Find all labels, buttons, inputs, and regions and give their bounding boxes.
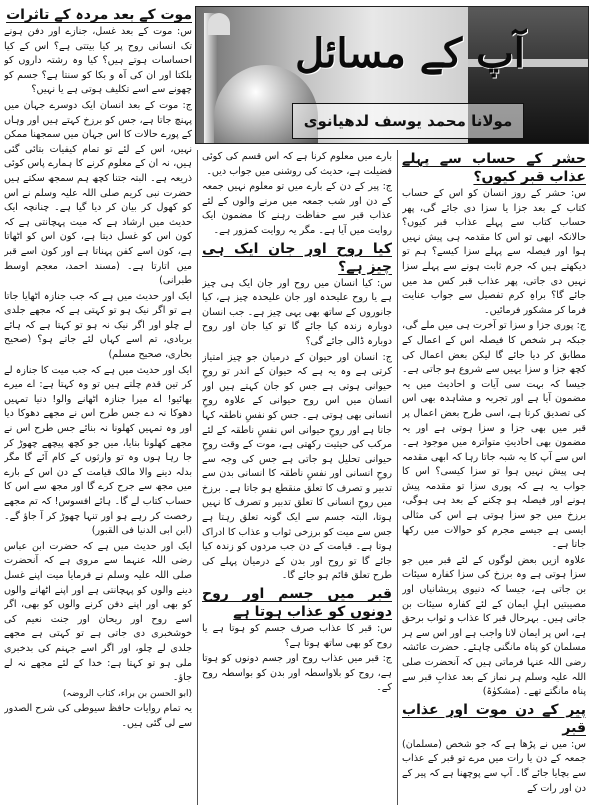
question-heading: پیر کے دن موت اور عذاب قبر (402, 701, 586, 736)
question-heading: حشر کے حساب سے پہلے عذاب قبر کیوں؟ (402, 151, 586, 185)
question-text: بارے میں معلوم کرنا ہے کہ اس قسم کی کوئی فضیلت ہے، حدیث کی روشنی میں جواب دیں۔ (202, 151, 392, 177)
question-heading: کیا روح اور جان ایک ہی چیز ہے؟ (202, 240, 392, 275)
answer-text: ج: پیر کے دن کے بارے میں تو معلوم نہیں جمعہ کے دن اور شب جمعہ میں مرنے والوں کے لئے عذاب قبر سے حفاظت رہنے کا مضمون ایک روایت میں آیا ہے۔ مگر یہ روایت کمزور ہے۔ (202, 181, 392, 236)
column-divider (397, 150, 398, 805)
article-column-left (4, 6, 192, 806)
answer-text: ایک اور حدیث میں ہے کہ جب جنازہ اٹھایا جاتا ہے تو اگر نیک ہو تو کہتی ہے کہ مجھے جلدی لے چلو اور اگر نیک نہ ہو تو کہتا ہے کہ ہائے بربادی، تم اسے کہاں لئے جاتے ہو؟ (صحیح بخاری، صحیح مسلم) (4, 290, 192, 361)
article-column-right (402, 150, 586, 806)
question-text: س: میں نے پڑھا ہے کہ جو شخص (مسلمان) جمعہ کے دن یا رات میں مرے تو قبر کے عذاب سے بچایا جائے گا۔ آپ سے پوچھنا ہے کہ پیر کے دن اور رات کے (402, 738, 586, 794)
question-text: س: قبر کا عذاب صرف جسم کو ہوتا ہے یا روح کو بھی ساتھ ہوتا ہے؟ (202, 623, 392, 649)
answer-text: ایک اور حدیث میں ہے کہ جب میت کا جنازہ لے کر تین قدم چلتے ہیں تو وہ کہتا ہے: اے میرے بھائیو! اے میرا جنازہ اٹھانے والو! دنیا تمہیں دھوکا نہ دے جس طرح اس نے مجھے دھوکا دیا اور وہ تمہیں کھلونا نہ بنائے جس طرح اس نے مجھے کھلونا بنایا، میں جو کچھ پیچھے چھوڑ کر جا رہا ہوں وہ تو وارثوں کے کام آئے گا مگر بدلہ دینے والا مالک قیامت کے دن اس کے بارے میں مجھ سے جرح کرے گا اور مجھ سے اس کا حساب کتاب لے گا۔ ہائے افسوس! کہ تم مجھے رخصت کر رہے ہو اور تنہا چھوڑ کر آ جاؤ گے۔ (ابن ابی الدنیا فی القبور) (4, 364, 192, 537)
author-byline: مولانا محمد یوسف لدھیانوی (292, 103, 524, 139)
column-divider (197, 150, 198, 805)
answer-text: ایک اور حدیث میں ہے کہ حضرت ابن عباس رضی اللہ عنہما سے مروی ہے کہ آنحضرت صلی اللہ علیہ وسلم نے فرمایا میت اپنے غسل دینے والوں کو پہچانتی ہے اور اپنے اٹھانے والوں کو بھی اور اپنے دفن کرنے والوں کو بھی، اگر اسے روح اور ریحان اور جنت نعیم کی خوشخبری دی جاتی ہے تو کہتی ہے مجھے جلدی لے چلو، اور اگر اسے جہنم کی بدخبری ملی ہو تو کہتا ہے: خدا کے لئے مجھے نہ لے جاؤ۔ (4, 540, 192, 684)
answer-text: ج: پوری جزا و سزا تو آخرت ہی میں ملے گی، جبکہ ہر شخص کا فیصلہ اس کے اعمال کے مطابق کر دیا جائے گا لیکن بعض اعمال کی کچھ جزا و سزا یہیں سے شروع ہو جاتی ہے۔ جیسا کہ بہت سی آیات و احادیث میں یہ مضمون آیا ہے اور تجربہ و مشاہدہ بھی اس کی تصدیق کرتا ہے، اسی طرح بعض اعمال پر قبر میں بھی جزا و سزا ہوتی ہے اور یہ مضمون بھی احادیثِ متواترہ میں موجود ہے۔ اس سے آپ کا یہ شبہ جاتا رہا کہ ابھی مقدمہ ہی پیش نہیں ہوا تو سزا کیسی؟ اس کا جواب یہ ہے کہ پوری سزا تو مقدمہ پیش ہونے اور فیصلہ ہو چکنے کے بعد ہی ہوگی، برزخ میں جو سزا ہوتی ہے اس کی مثالی ایسی ہے جیسے مجرم کو حوالات میں رکھا جاتا ہے۔ (402, 320, 586, 551)
question-heading: موت کے بعد مردہ کے تاثرات (6, 7, 192, 23)
answer-text: ج: موت کے بعد انسان ایک دوسرے جہان میں پہنچ جاتا ہے، جس کو برزخ کہتے ہیں اور وہاں کے پورے حالات کا اس جہان میں سمجھنا ممکن نہیں، اس کے لئے تو تمام کیفیات بتائی گئی ہیں، نہ ان کے معلوم کرنے کا ہمارے پاس کوئی ذریعہ ہے۔ البتہ جتنا کچھ ہم سمجھ سکتے ہیں حضرت نبی کریم صلی اللہ علیہ وسلم نے اس کو کھول کر بیان کر دیا گیا ہے۔ چنانچہ ایک حدیث میں ارشاد ہے کہ میت پہچانتی ہے کہ کون اس کو غسل دیتا ہے، کون اس کو اٹھاتا ہے، کون اسے کفن پہناتا ہے اور کون اسے قبر میں اتارتا ہے۔ (مسند احمد، معجم اوسط طبرانی) (4, 99, 192, 287)
question-text: س: موت کے بعد غسل، جنازے اور دفن ہونے تک انسانی روح پر کیا بیتتی ہے؟ اس کے کیا احساسات ہوتے ہیں؟ کیا وہ رشتہ داروں کو بلکتا اور ان کی آہ و بکا کو سنتا ہے؟ جسم کو چھونے سے اسے تکلیف ہوتی ہے یا نہیں؟ (4, 26, 192, 96)
citation: (ابو الحسن بن براء، کتاب الروضہ) (62, 688, 192, 699)
answer-text: یہ تمام روایات حافظ سیوطی کی شرح الصدور سے لی گئی ہیں۔ (4, 703, 192, 729)
question-text: س: حشر کے روز انسان کو اس کے حساب کتاب کے بعد جزا یا سزا دی جائے گی، پھر حساب کتاب سے پہلے عذاب قبر کیوں؟ حالانکہ ابھی تو اس کا مقدمہ ہی پیش نہیں ہوا اور فیصلہ سے پہلے سزا کیسے؟ ہم تو دیکھتے ہیں کہ جرم ثابت ہونے سے پہلے سزا نہیں دی جاتی، پھر عذاب قبر کس مد میں جائے گا؟ براہِ کرم تفصیل سے جواب عنایت فرما کر مشکور فرمائیں۔ (402, 188, 586, 316)
article-column-middle (202, 150, 392, 806)
question-text: س: کیا انسان میں روح اور جان ایک ہی چیز ہے یا روح علیحدہ اور جان علیحدہ چیز ہے، کیا جانوروں کے ساتھ بھی یہی چیز ہے۔ جب انسان دوبارہ زندہ کیا جائے گا تو کیا جان اور روح دوبارہ ڈالی جائے گی؟ (202, 277, 392, 347)
column-title: آپ کے مسائل (295, 30, 525, 77)
question-heading: قبر میں جسم اور روح دونوں کو عذاب ہوتا ہے (202, 586, 392, 621)
column-banner (195, 6, 589, 144)
answer-text: ج: قبر میں عذاب روح اور جسم دونوں کو ہوتا ہے، روح کو بلاواسطہ اور بدن کو بواسطہ روح کے۔ (202, 653, 392, 694)
answer-text: ج: انسان اور حیوان کے درمیان جو چیز امتیاز کرتی ہے وہ یہ ہے کہ حیوان کے اندر تو روحِ حیوانی ہوتی ہے جس کو جان کہتے ہیں اور انسان میں اس روح حیوانی کے علاوہ روحِ انسانی بھی ہوتی ہے۔ جس کو نفسِ ناطقہ کہا جاتا ہے اور روحِ حیوانی اس نفسِ ناطقہ کے لئے مرکب کی حیثیت رکھتی ہے، موت کے وقت روحِ حیوانی تحلیل ہو جاتی ہے جس کی وجہ سے روحِ انسانی اور نفسِ ناطقہ کا انسانی بدن سے تدبیر و تصرف کا تعلق منقطع ہو جاتا ہے۔ برزخ میں روحِ انسانی کا تعلق تدبیر و تصرف کا نہیں ہوتا، البتہ جسم سے ایک گونہ تعلق رہتا ہے جس سے میت کو برزخی ثواب و عذاب کا ادراک ہوتا ہے۔ قیامت کے دن جب مردوں کو زندہ کیا جائے گا تو روح اور بدن کے درمیان پہلے کی طرح تعلق قائم ہو جائے گا۔ (202, 351, 392, 582)
answer-text: علاوہ ازیں بعض لوگوں کے لئے قبر میں جو سزا ہوتی ہے وہ برزخ کی سزا کفارہ سیئات بن جاتی ہے، جیسا کہ دنیوی پریشانیاں اور مصیبتیں اہلِ ایمان کے لئے کفارہ سیئات بن جاتی ہیں۔ بہرحال قبر کا عذاب و ثواب برحق ہے، اس پر ایمان لانا واجب ہے اور اس سے ہر مسلمان کو پناہ مانگنی چاہئے۔ حضرت عائشہ رضی اللہ عنہا فرماتی ہیں کہ آنحضرت صلی اللہ علیہ وسلم ہر نماز کے بعد عذابِ قبر سے پناہ مانگتے تھے۔ (مشکوٰۃ) (402, 554, 586, 698)
